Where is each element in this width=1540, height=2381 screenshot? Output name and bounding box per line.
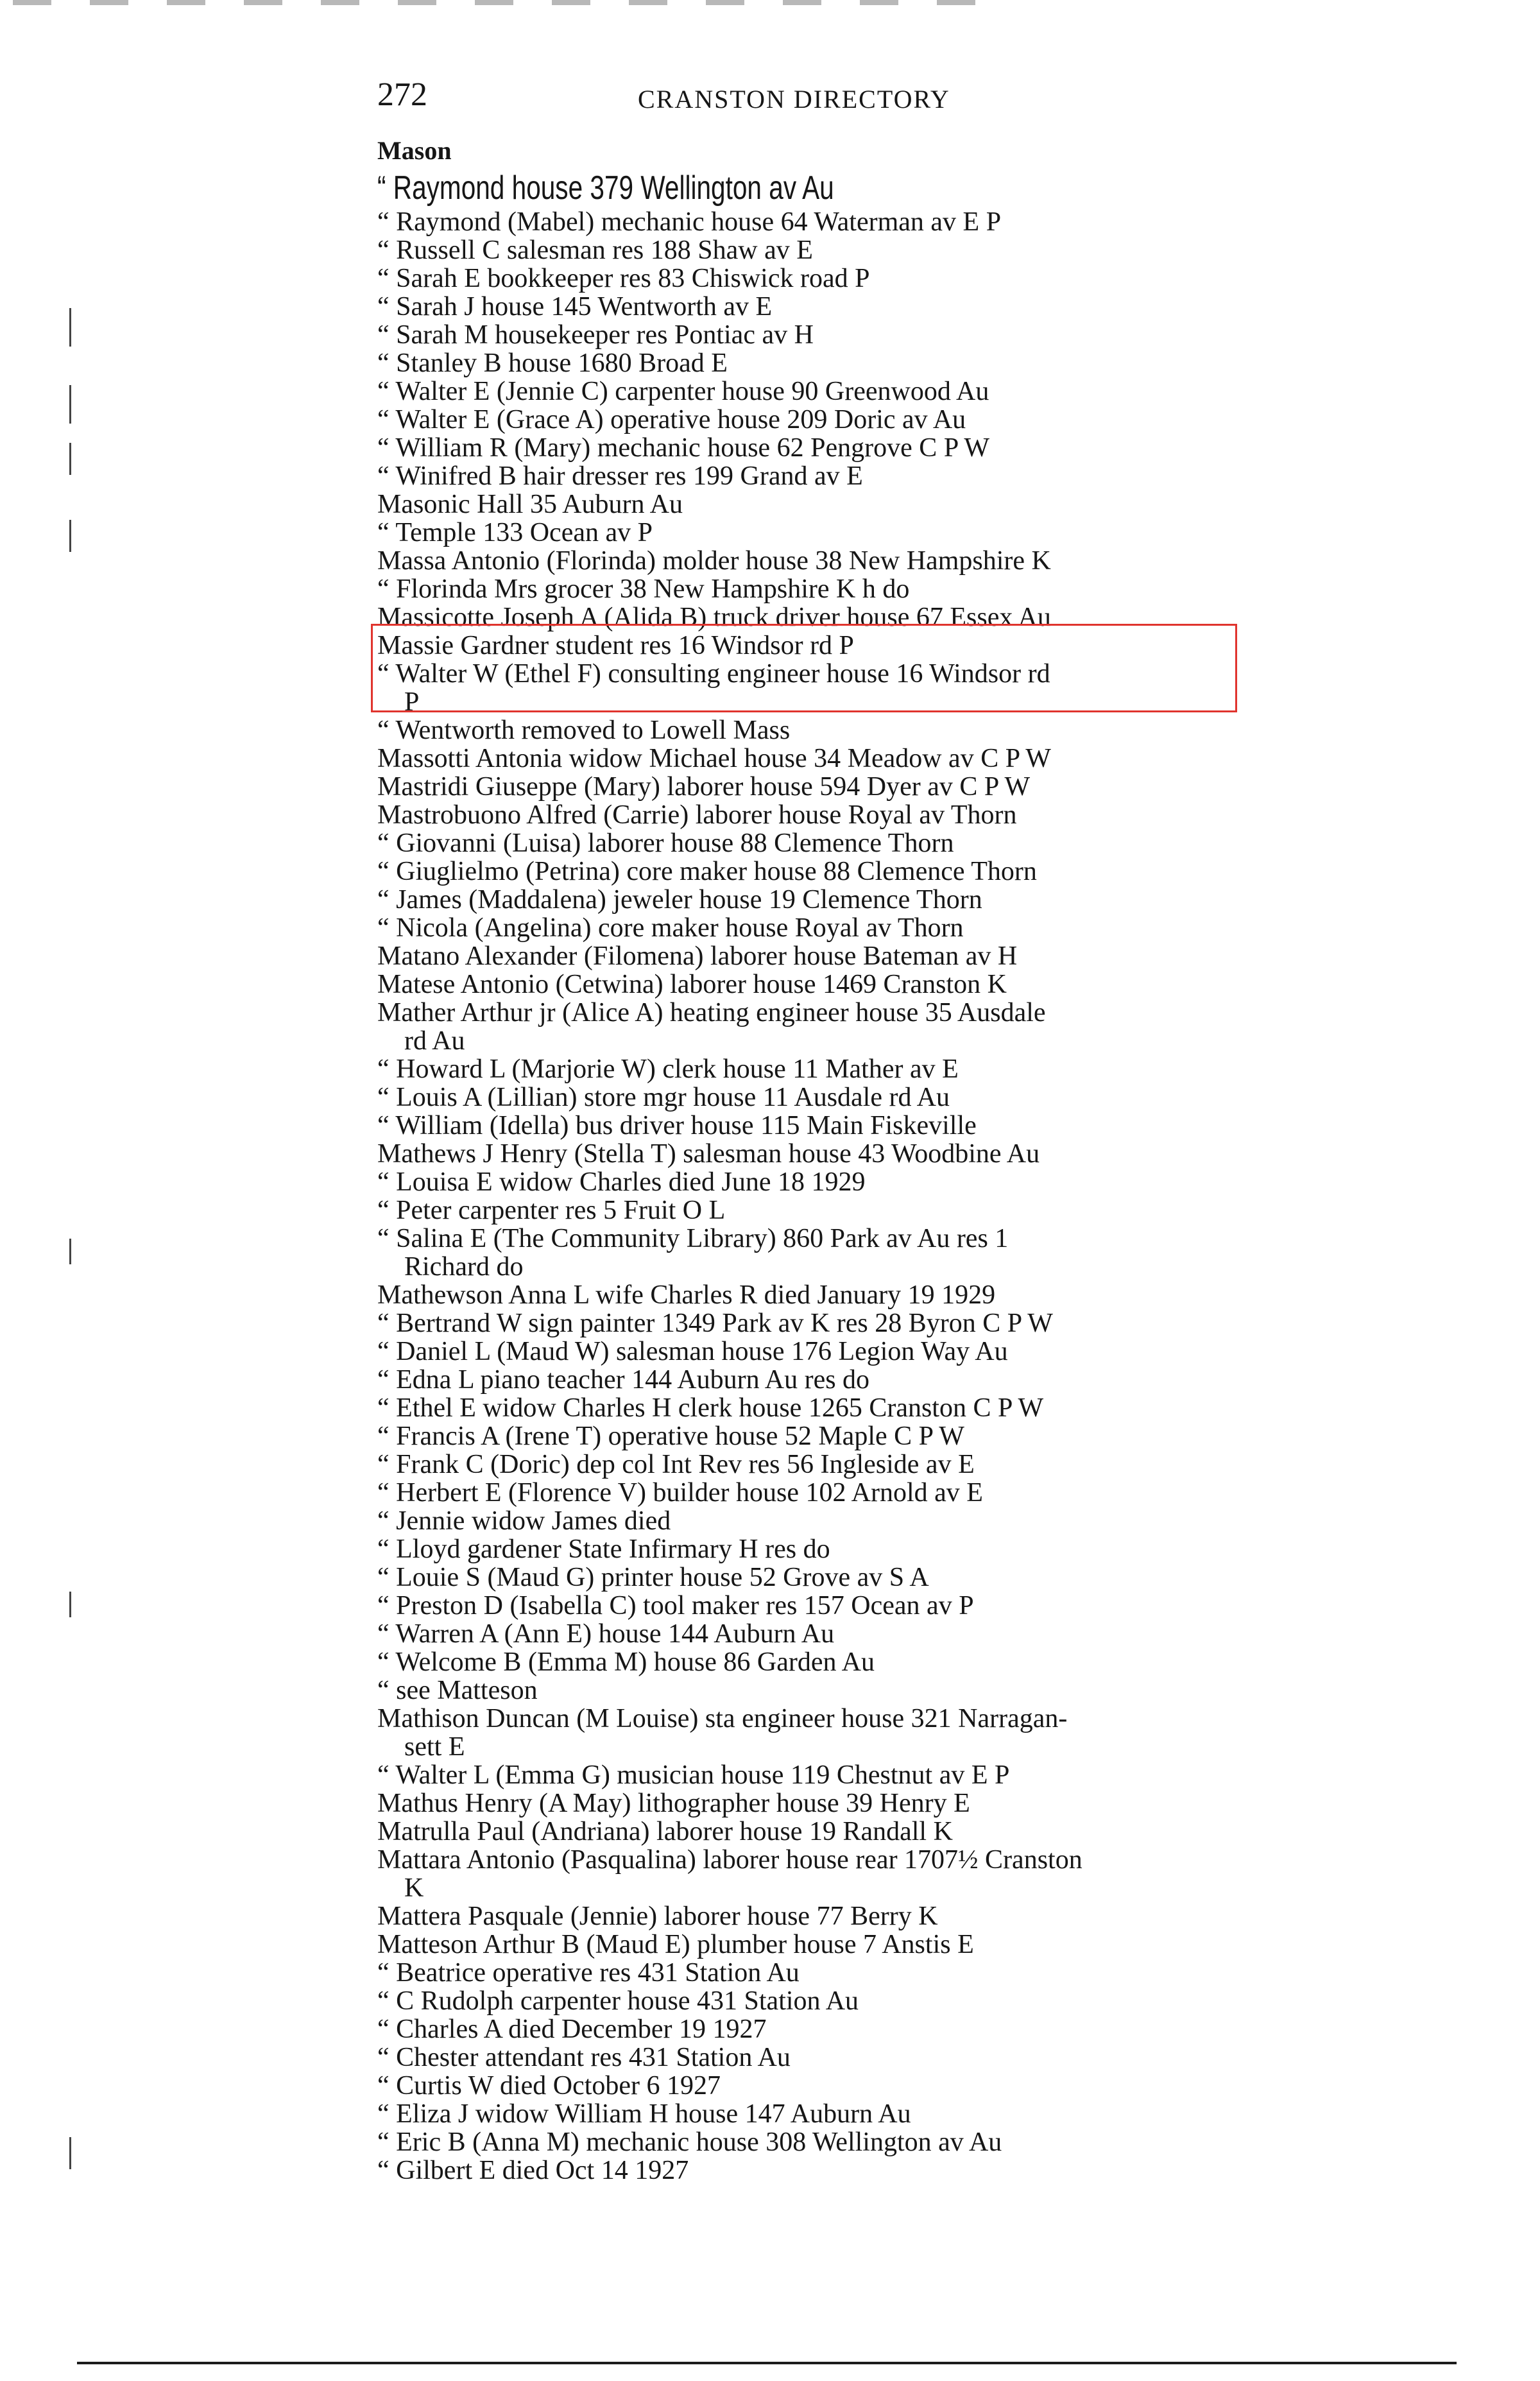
margin-mark [69,520,71,552]
directory-entry: Mathus Henry (A May) lithographer house 39 Henry E [377,1789,970,1818]
directory-entry: “ Stanley B house 1680 Broad E [377,348,728,378]
directory-entry: “ Daniel L (Maud W) salesman house 176 Legion Way Au [377,1337,1008,1366]
directory-entry: “ Gilbert E died Oct 14 1927 [377,2156,689,2185]
directory-entry: “ Ethel E widow Charles H clerk house 1265 Cranston C P W [377,1393,1044,1423]
directory-entries [377,168,1237,2185]
directory-entry: Mathewson Anna L wife Charles R died January 19 1929 [377,1280,996,1310]
directory-entry: Mastridi Giuseppe (Mary) laborer house 594 Dyer av C P W [377,772,1031,802]
page-number: 272 [377,76,427,113]
running-head: CRANSTON DIRECTORY [638,85,950,114]
directory-entry: Mastrobuono Alfred (Carrie) laborer house Royal av Thorn [377,800,1017,830]
directory-entry: “ Wentworth removed to Lowell Mass [377,716,791,745]
directory-entry: Mather Arthur jr (Alice A) heating engineer house 35 Ausdale [377,998,1046,1027]
directory-entry: “ Sarah J house 145 Wentworth av E [377,292,773,322]
directory-entry: “ C Rudolph carpenter house 431 Station Au [377,1986,859,2016]
directory-entry: “ Walter E (Grace A) operative house 209 Doric av Au [377,405,966,434]
directory-entry: “ Frank C (Doric) dep col Int Rev res 56 Ingleside av E [377,1450,975,1479]
directory-entry: “ Francis A (Irene T) operative house 52 Maple C P W [377,1422,964,1451]
margin-mark [69,1239,71,1264]
directory-entry: “ Bertrand W sign painter 1349 Park av K res 28 Byron C P W [377,1309,1053,1338]
directory-entry-continuation: K [404,1873,424,1903]
directory-entry: “ Beatrice operative res 431 Station Au [377,1958,800,1988]
directory-entry: “ Preston D (Isabella C) tool maker res 157 Ocean av P [377,1591,974,1620]
directory-entry: “ Sarah E bookkeeper res 83 Chiswick road P [377,264,870,293]
directory-entry: “ Herbert E (Florence V) builder house 102 Arnold av E [377,1478,983,1508]
directory-entry: “ Giovanni (Luisa) laborer house 88 Clemence Thorn [377,829,954,858]
directory-entry-highlighted: Massie Gardner student res 16 Windsor rd P [377,631,854,660]
directory-entry: “ Florinda Mrs grocer 38 New Hampshire K h do [377,574,910,604]
directory-entry: “ Eric B (Anna M) mechanic house 308 Wellington av Au [377,2127,1002,2157]
page-header [0,0,1540,165]
directory-entry: Matteson Arthur B (Maud E) plumber house 7 Anstis E [377,1930,974,1959]
directory-entry: “ William (Idella) bus driver house 115 Main Fiskeville [377,1111,977,1140]
directory-entry: “ Welcome B (Emma M) house 86 Garden Au [377,1647,875,1677]
directory-entry-continuation: Richard do [404,1252,524,1282]
directory-entry: “ Charles A died December 19 1927 [377,2015,767,2044]
directory-entry: “ see Matteson [377,1676,538,1705]
directory-entry: “ Nicola (Angelina) core maker house Royal av Thorn [377,913,964,943]
directory-entry: “ Russell C salesman res 188 Shaw av E [377,236,813,265]
directory-entry: Massotti Antonia widow Michael house 34 Meadow av C P W [377,744,1051,773]
directory-entry: “ Salina E (The Community Library) 860 Park av Au res 1 [377,1224,1009,1253]
directory-entry-continuation: P [404,687,420,717]
directory-entry-continuation: sett E [404,1732,465,1762]
directory-entry: “ Giuglielmo (Petrina) core maker house 88 Clemence Thorn [377,857,1037,886]
directory-entry: “ Edna L piano teacher 144 Auburn Au res do [377,1365,870,1395]
directory-entry: “ Sarah M housekeeper res Pontiac av H [377,320,814,350]
directory-entry: “ Walter L (Emma G) musician house 119 Chestnut av E P [377,1760,1010,1790]
directory-entry: “ Howard L (Marjorie W) clerk house 11 Mather av E [377,1054,959,1084]
directory-entry: “ Lloyd gardener State Infirmary H res do [377,1534,830,1564]
directory-entry: “ Temple 133 Ocean av P [377,518,653,547]
directory-entry: “ Walter E (Jennie C) carpenter house 90 Greenwood Au [377,377,989,406]
margin-mark [69,1592,71,1617]
directory-entry-continuation: rd Au [404,1026,465,1056]
directory-entry: “ Eliza J widow William H house 147 Auburn Au [377,2099,911,2129]
directory-entry: Matrulla Paul (Andriana) laborer house 19 Randall K [377,1817,953,1846]
directory-entry: “ Warren A (Ann E) house 144 Auburn Au [377,1619,835,1649]
directory-entry: “ Raymond (Mabel) mechanic house 64 Waterman av E P [377,207,1002,237]
bottom-rule [77,2362,1457,2364]
directory-entry: Mattara Antonio (Pasqualina) laborer house rear 1707½ Cranston [377,1845,1082,1875]
margin-mark [69,2137,71,2169]
directory-entry: “ Chester attendant res 431 Station Au [377,2043,791,2072]
directory-entry: Mathison Duncan (M Louise) sta engineer house 321 Narragan- [377,1704,1068,1733]
directory-entry: “ William R (Mary) mechanic house 62 Pengrove C P W [377,433,990,463]
directory-entry: “ Curtis W died October 6 1927 [377,2071,721,2101]
directory-entry: “ James (Maddalena) jeweler house 19 Clemence Thorn [377,885,982,915]
directory-entry: “ Louis A (Lillian) store mgr house 11 Ausdale rd Au [377,1083,950,1112]
margin-mark [69,385,71,424]
directory-entry: Masonic Hall 35 Auburn Au [377,490,683,519]
margin-mark [69,443,71,475]
directory-entry: “ Louie S (Maud G) printer house 52 Grove av S A [377,1563,929,1592]
highlight-box [371,624,1237,712]
margin-mark [69,308,71,347]
directory-entry: “ Raymond house 379 Wellington av Au [377,169,834,207]
directory-entry: “ Winifred B hair dresser res 199 Grand av E [377,461,863,491]
directory-entry-highlighted: “ Walter W (Ethel F) consulting engineer house 16 Windsor rd [377,659,1050,689]
directory-entry: “ Louisa E widow Charles died June 18 1929 [377,1167,866,1197]
directory-entry: Matano Alexander (Filomena) laborer house Bateman av H [377,941,1018,971]
directory-entry: Massa Antonio (Florinda) molder house 38 New Hampshire K [377,546,1051,576]
directory-entry: Mathews J Henry (Stella T) salesman house 43 Woodbine Au [377,1139,1040,1169]
directory-entry: “ Jennie widow James died [377,1506,671,1536]
directory-entry: “ Peter carpenter res 5 Fruit O L [377,1196,726,1225]
section-heading: Mason [377,136,452,165]
directory-entry: Massicotte Joseph A (Alida B) truck driver house 67 Essex Au [377,603,1051,632]
directory-entry: Matese Antonio (Cetwina) laborer house 1469 Cranston K [377,970,1007,999]
directory-entry: Mattera Pasquale (Jennie) laborer house 77 Berry K [377,1902,938,1931]
